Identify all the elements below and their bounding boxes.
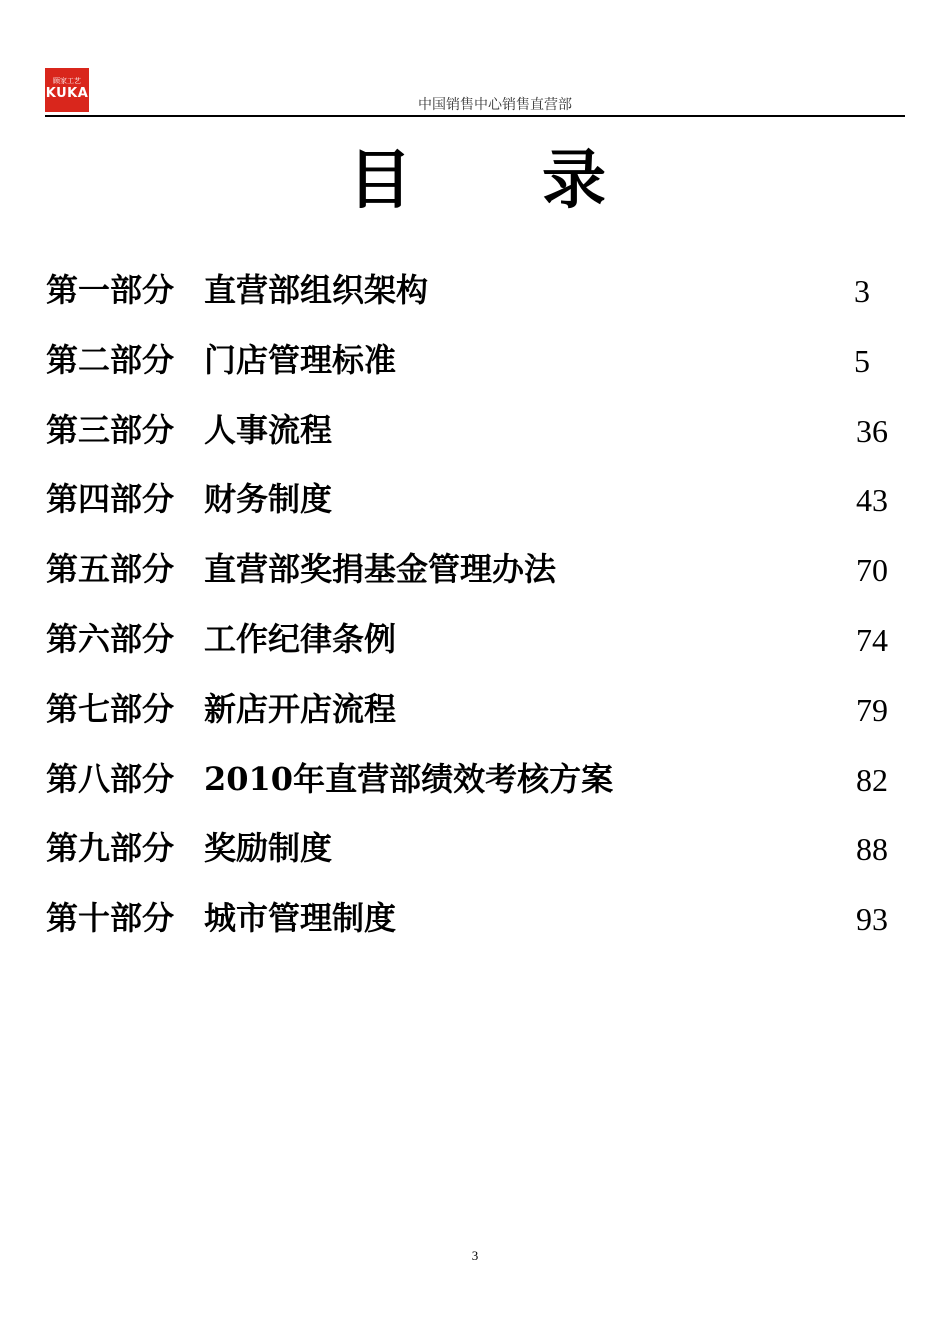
toc-entry-title: 直营部组织架构	[204, 271, 429, 309]
toc-page-number: 5	[854, 342, 870, 379]
toc-page-number: 82	[856, 761, 888, 798]
toc-part-label: 第十部分	[46, 899, 175, 938]
toc-part-label: 第三部分	[46, 410, 175, 449]
toc-page-number: 36	[856, 412, 888, 449]
title-char-2: 录	[542, 144, 606, 218]
toc-part-label: 第一部分	[46, 271, 175, 309]
page-header-org: 中国销售中心销售直营部	[418, 97, 572, 113]
toc-part-label: 第九部分	[46, 829, 175, 868]
toc-entry-title: 人事流程	[204, 410, 333, 449]
toc-page-number: 43	[856, 482, 888, 519]
footer-page-number: 3	[471, 1248, 479, 1263]
toc-page-number: 79	[856, 691, 888, 728]
toc-entry-title: 门店管理标准	[204, 340, 397, 379]
toc-entry[interactable]	[0, 677, 950, 747]
toc-entry-title: 工作纪律条例	[204, 619, 397, 658]
logo-top-text: 顾家工艺	[53, 77, 81, 85]
toc-page-number: 74	[856, 621, 888, 658]
logo-brand-text: KUKA	[45, 86, 89, 101]
toc-entry-title: 财务制度	[204, 480, 333, 519]
header-divider	[45, 115, 905, 117]
toc-entry[interactable]	[0, 816, 950, 886]
toc-entry[interactable]	[0, 747, 950, 817]
toc-entry-title: 新店开店流程	[204, 689, 397, 728]
toc-entry-title: 2010年直营部绩效考核方案	[204, 759, 614, 798]
toc-entry[interactable]	[0, 328, 950, 398]
toc-part-label: 第二部分	[46, 340, 175, 379]
toc-part-label: 第六部分	[46, 619, 175, 658]
toc-page-number: 3	[854, 273, 870, 309]
toc-part-label: 第七部分	[46, 689, 175, 728]
toc-page-number: 88	[856, 831, 888, 868]
title-char-1: 目	[348, 144, 412, 218]
toc-entry[interactable]	[0, 537, 950, 607]
toc-part-label: 第八部分	[46, 759, 175, 798]
toc-entry[interactable]	[0, 467, 950, 537]
table-of-contents	[0, 258, 950, 956]
toc-entry[interactable]	[0, 607, 950, 677]
toc-entry[interactable]	[0, 398, 950, 468]
toc-entry[interactable]	[0, 258, 950, 328]
toc-part-label: 第四部分	[46, 480, 175, 519]
toc-page-number: 70	[856, 552, 888, 589]
toc-entry-title: 城市管理制度	[204, 899, 397, 938]
toc-part-label: 第五部分	[46, 550, 175, 589]
toc-entry-title: 奖励制度	[204, 829, 333, 868]
page-title	[0, 140, 950, 230]
toc-page-number: 93	[856, 901, 888, 938]
toc-entry[interactable]	[0, 886, 950, 956]
toc-entry-title: 直营部奖捐基金管理办法	[204, 550, 557, 589]
